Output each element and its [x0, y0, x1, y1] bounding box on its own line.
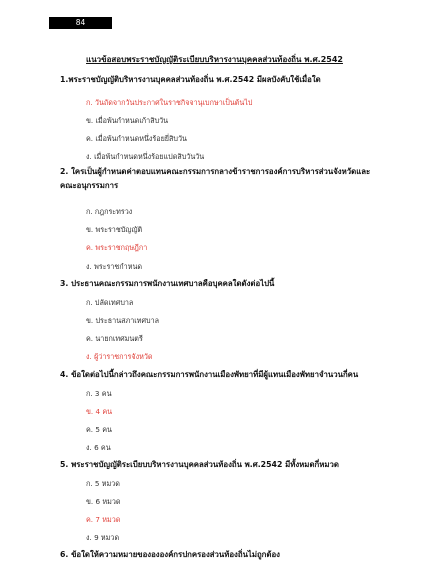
question-1-option-a: ก. วันถัดจากวันประกาศในราชกิจจานุเบกษาเป็นต้นไป [86, 98, 253, 107]
question-4-option-c: ค. 5 คน [86, 425, 112, 434]
question-1-option-d: ง. เมื่อพ้นกำหนดหนึ่งร้อยแปดสิบวันวัน [86, 152, 205, 161]
question-5-option-b: ข. 6 หมวด [86, 497, 121, 506]
question-3: 3. ประธานคณะกรรมการพนักงานเทศบาลคือบุคคลใดดังต่อไปนี้ [60, 279, 275, 288]
question-2-option-d: ง. พระราชกำหนด [86, 262, 143, 271]
page-number-badge: 84 [49, 17, 112, 29]
question-4-option-a: ก. 3 คน [86, 389, 112, 398]
question-2-option-a: ก. กฎกระทรวง [86, 207, 133, 216]
question-3-option-c: ค. นายกเทศมนตรี [86, 334, 143, 343]
question-4-option-d: ง. 6 คน [86, 443, 111, 452]
question-3-option-d: ง. ผู้ว่าราชการจังหวัด [86, 352, 153, 361]
question-3-option-b: ข. ประธานสภาเทศบาล [86, 316, 160, 325]
question-3-option-a: ก. ปลัดเทศบาล [86, 298, 134, 307]
question-2: 2. ใครเป็นผู้กำหนดค่าตอบแทนคณะกรรมการกลางข้าราชการองค์การบริหารส่วนจังหวัดและคณะอนุกรรมการ [60, 167, 371, 190]
question-2-option-c: ค. พระราชกฤษฎีกา [86, 243, 148, 252]
question-5: 5. พระราชบัญญัติระเบียบบริหารงานบุคคลส่วนท้องถิ่น พ.ศ.2542 มีทั้งหมดกี่หมวด [60, 460, 339, 469]
question-4-option-b: ข. 4 คน [86, 407, 113, 416]
question-1-option-c: ค. เมื่อพ้นกำหนดหนึ่งร้อยยี่สิบวัน [86, 134, 187, 143]
question-4: 4. ข้อใดต่อไปนี้กล่าวถึงคณะกรรมการพนักงานเมืองพัทยาที่มีผู้แทนเมืองพัทยาจำนวนกี่คน [60, 370, 359, 379]
question-1-option-b: ข. เมื่อพ้นกำหนดเก้าสิบวัน [86, 116, 169, 125]
question-5-option-d: ง. 9 หมวด [86, 533, 120, 542]
question-5-option-c: ค. 7 หมวด [86, 515, 121, 524]
document-title: แนวข้อสอบพระราชบัญญัติระเบียบบริหารงานบุคคลส่วนท้องถิ่น พ.ศ.2542 [86, 55, 343, 64]
question-6: 6. ข้อใดให้ความหมายของององค์กรปกครองส่วนท้องถิ่นไม่ถูกต้อง [60, 550, 280, 559]
question-2-option-b: ข. พระราชบัญญัติ [86, 225, 143, 234]
question-1: 1.พระราชบัญญัติบริหารงานบุคคลส่วนท้องถิ่น พ.ศ.2542 มีผลบังคับใช้เมื่อใด [60, 75, 321, 84]
question-5-option-a: ก. 5 หมวด [86, 479, 120, 488]
